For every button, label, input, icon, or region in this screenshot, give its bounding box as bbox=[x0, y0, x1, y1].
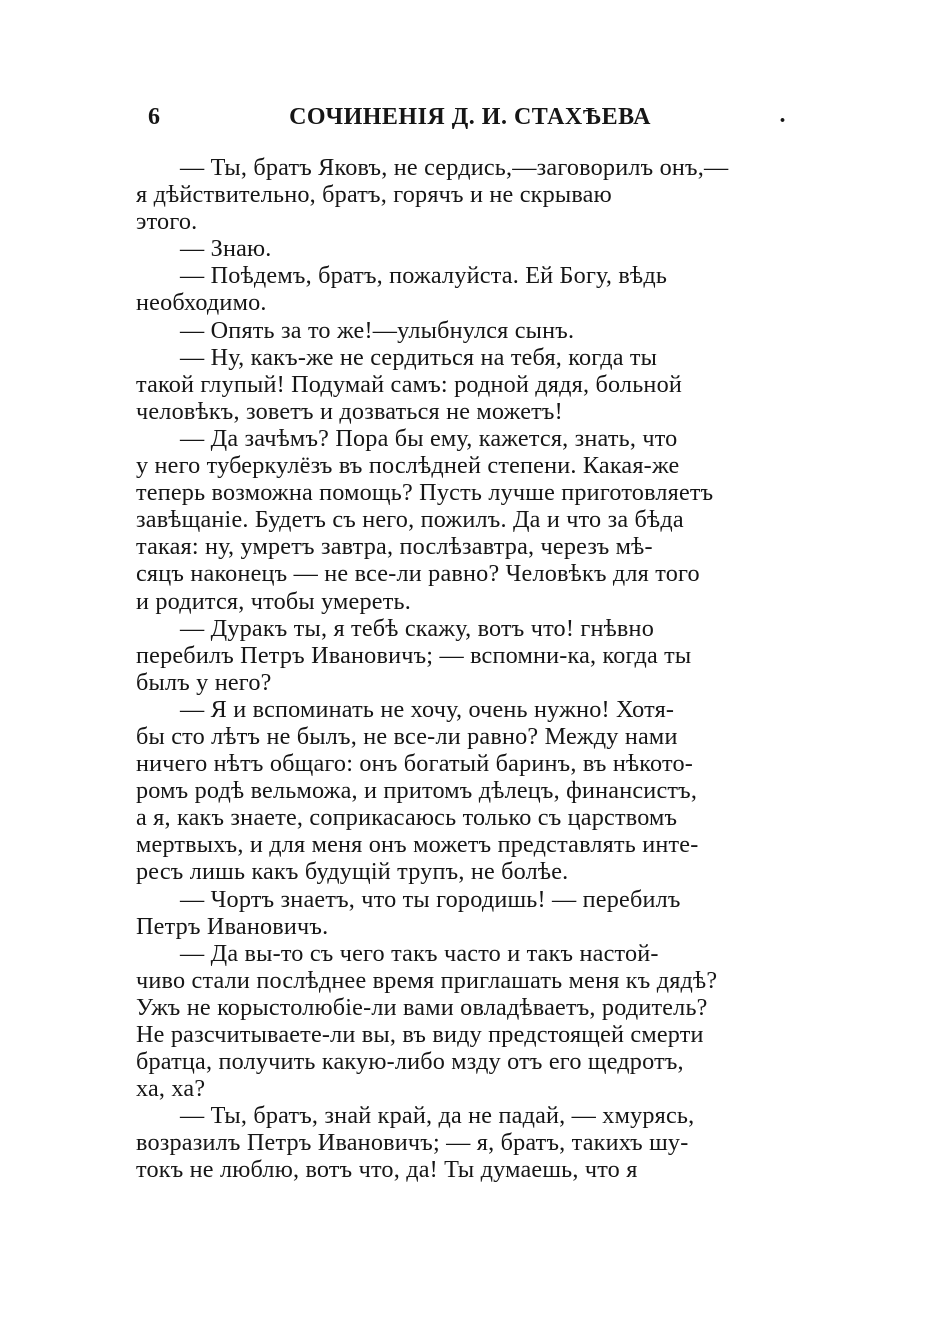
text-line: перебилъ Петръ Ивановичъ; — вспомни-ка, когда ты bbox=[136, 641, 692, 669]
text-line: и родится, чтобы умереть. bbox=[136, 587, 411, 615]
text-line: человѣкъ, зоветъ и дозваться не можетъ! bbox=[136, 397, 563, 425]
text-line: Петръ Ивановичъ. bbox=[136, 912, 329, 940]
text-line: — Чортъ знаетъ, что ты городишь! — перебилъ bbox=[180, 885, 681, 913]
text-line: — Да вы-то съ чего такъ часто и такъ настой- bbox=[180, 939, 659, 967]
text-line: ресъ лишь какъ будущій трупъ, не болѣе. bbox=[136, 858, 569, 886]
text-line: былъ у него? bbox=[136, 668, 272, 696]
text-line: чиво стали послѣднее время приглашать меня къ дядѣ? bbox=[136, 966, 718, 994]
text-line: — Дуракъ ты, я тебѣ скажу, вотъ что! гнѣвно bbox=[180, 614, 654, 642]
running-head bbox=[140, 104, 800, 138]
text-line: ромъ родѣ вельможа, и притомъ дѣлецъ, финансистъ, bbox=[136, 777, 698, 805]
text-line: — Ты, братъ Яковъ, не сердись,—заговорилъ онъ,— bbox=[180, 154, 729, 181]
text-line: необходимо. bbox=[136, 289, 267, 317]
text-line: — Ну, какъ-же не сердиться на тебя, когда ты bbox=[180, 343, 658, 371]
text-line: — Я и вспоминать не хочу, очень нужно! Хотя- bbox=[180, 695, 675, 723]
page-number: 6 bbox=[148, 104, 161, 130]
text-line: токъ не люблю, вотъ что, да! Ты думаешь, что я bbox=[136, 1156, 638, 1184]
text-line: ничего нѣтъ общаго: онъ богатый баринъ, въ нѣкото- bbox=[136, 750, 693, 778]
text-line: бы сто лѣтъ не былъ, не все-ли равно? Между нами bbox=[136, 722, 678, 750]
text-line: этого. bbox=[136, 208, 198, 236]
text-line: братца, получить какую-либо мзду отъ его щедротъ, bbox=[136, 1048, 684, 1076]
text-line: — Поѣдемъ, братъ, пожалуйста. Ей Богу, вѣдь bbox=[180, 262, 668, 290]
body-text bbox=[136, 154, 801, 1184]
text-line: у него туберкулёзъ въ послѣдней степени. Какая-же bbox=[136, 452, 680, 480]
text-line: завѣщаніе. Будетъ съ него, пожилъ. Да и что за бѣда bbox=[136, 506, 684, 534]
text-line: Ужъ не корыстолюбіе-ли вами овладѣваетъ, родитель? bbox=[136, 993, 708, 1021]
text-line: я дѣйствительно, братъ, горячъ и не скрываю bbox=[136, 181, 612, 209]
text-line: — Знаю. bbox=[180, 235, 272, 263]
header-mark: . bbox=[779, 102, 786, 128]
text-line: ха, ха? bbox=[136, 1075, 206, 1103]
text-line: сяцъ наконецъ — не все-ли равно? Человѣкъ для того bbox=[136, 560, 700, 588]
text-line: мертвыхъ, и для меня онъ можетъ представлять инте- bbox=[136, 831, 699, 859]
text-line: — Да зачѣмъ? Пора бы ему, кажется, знать, что bbox=[180, 424, 678, 452]
text-line: такая: ну, умретъ завтра, послѣзавтра, черезъ мѣ- bbox=[136, 533, 653, 561]
text-line: Не разсчитываете-ли вы, въ виду предстоящей смерти bbox=[136, 1021, 704, 1048]
text-line: а я, какъ знаете, соприкасаюсь только съ царствомъ bbox=[136, 804, 678, 832]
text-line: такой глупый! Подумай самъ: родной дядя, больной bbox=[136, 370, 683, 398]
text-line: — Опять за то же!—улыбнулся сынъ. bbox=[180, 316, 575, 344]
text-line: — Ты, братъ, знай край, да не падай, — хмурясь, bbox=[180, 1102, 695, 1130]
text-line: возразилъ Петръ Ивановичъ; — я, братъ, такихъ шу- bbox=[136, 1129, 689, 1157]
running-title: СОЧИНЕНІЯ Д. И. СТАХѢЕВА bbox=[289, 104, 651, 130]
text-line: теперь возможна помощь? Пусть лучше приготовляетъ bbox=[136, 479, 714, 507]
